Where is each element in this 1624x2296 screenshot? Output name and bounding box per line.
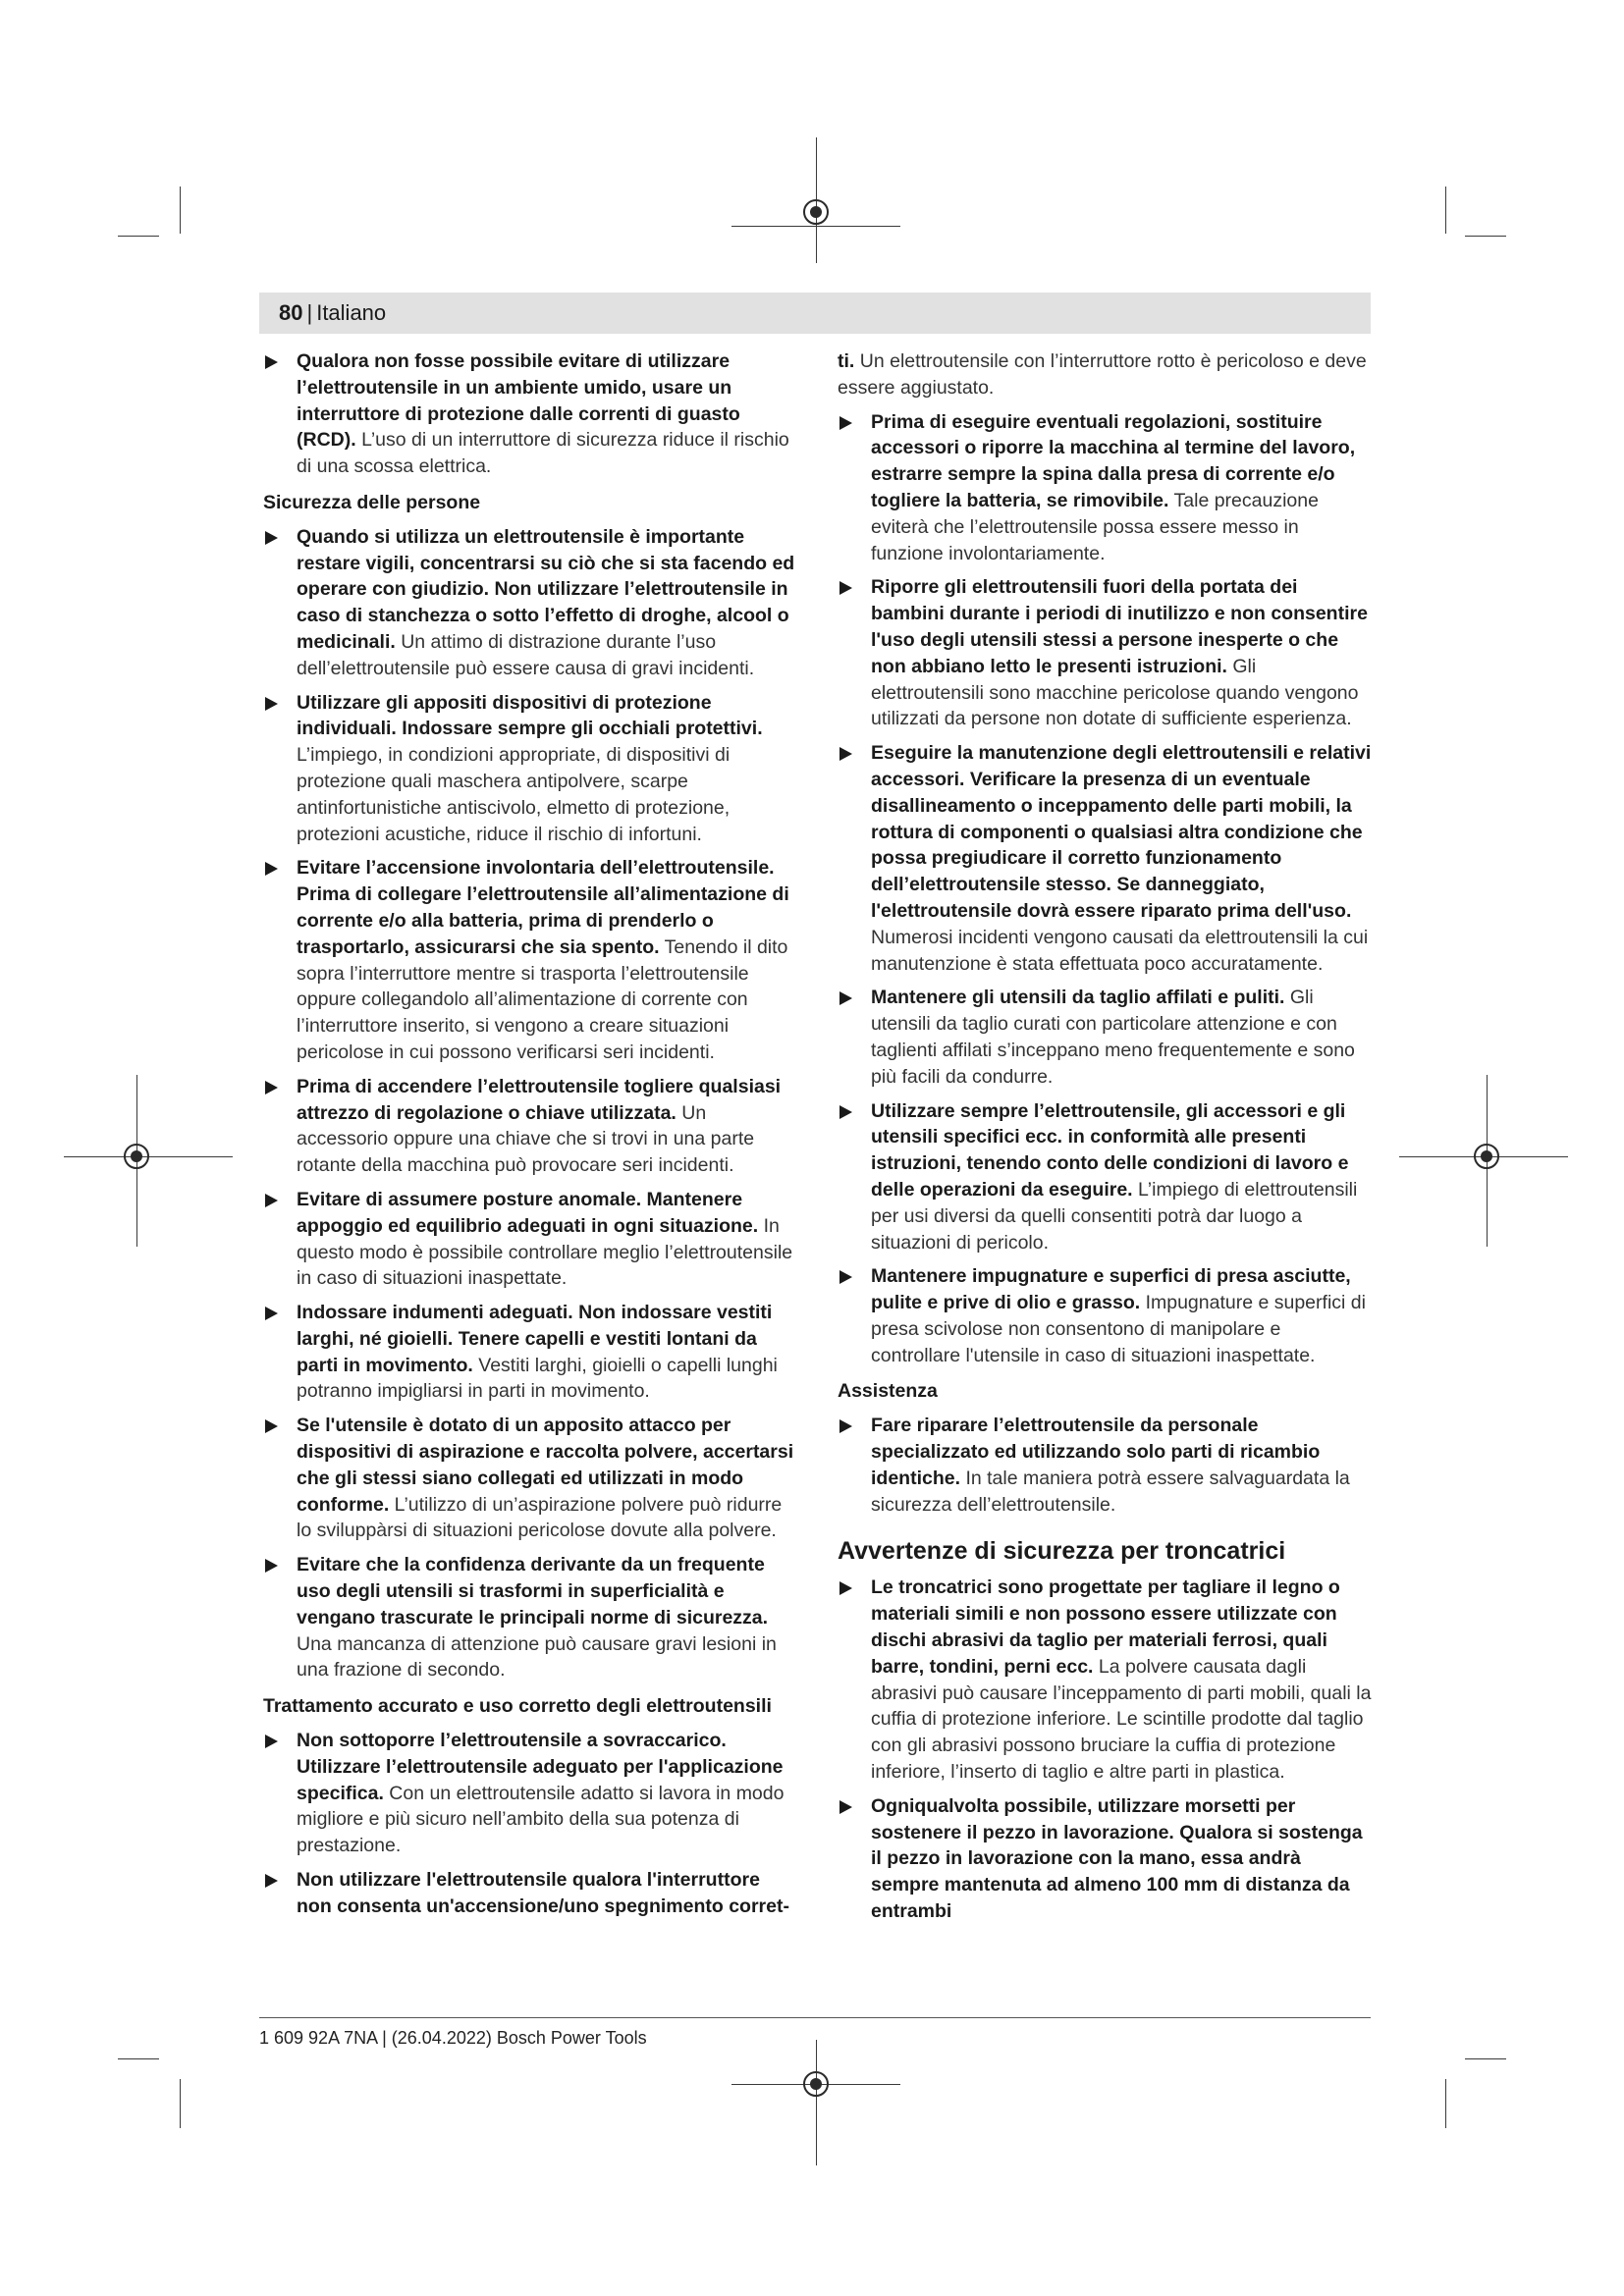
list-item: [838, 1793, 1373, 1925]
item-bold-text: Mantenere impugnature e superfici di presa asciutte, pulite e prive di olio e grasso.: [871, 1265, 1351, 1314]
item-text: La polvere causata dagli abrasivi può causare l’inceppamento di parti mobili, quali la cuffia di protezione inferiore. Le scintille prodotte dal taglio con gli abrasivi possono bruciare la cuffia di protezione inferiore, l’inserto di taglio e altre parti in plastica.: [871, 1655, 1372, 1784]
bullet-triangle-icon: [839, 581, 852, 595]
crop-mark: [180, 2079, 181, 2128]
item-bold-text: Evitare che la confidenza derivante da un frequente uso degli utensili si trasformi in superficialità e vengano trascurate le principali norme di sicurezza.: [297, 1554, 769, 1629]
bullet-triangle-icon: [265, 1559, 278, 1573]
list-item: [838, 985, 1373, 1090]
list-item: [838, 1263, 1373, 1368]
bullet-triangle-icon: [839, 1270, 852, 1284]
list-item: [263, 348, 798, 480]
item-text: Un attimo di distrazione durante l’uso dell’elettroutensile può essere causa di gravi incidenti.: [297, 630, 755, 679]
section-heading: Assistenza: [838, 1380, 938, 1403]
section-heading: Sicurezza delle persone: [263, 491, 481, 513]
continued-paragraph: [838, 348, 1373, 401]
item-bold-text: Eseguire la manutenzione degli elettroutensili e relativi accessori. Verificare la presenza di un eventuale disallineamento o inceppamento delle parti mobili, la rottura di componenti o qualsiasi altra condizione che possa pregiudicare il corretto funzionamento dell’elettroutensile stesso. Se danneggiato, l'elettroutensile dovrà essere riparato prima dell'uso.: [871, 742, 1372, 922]
item-text: Numerosi incidenti vengono causati da elettroutensili la cui manutenzione è stata effettuata poco accuratamente.: [871, 926, 1369, 975]
left-column: [263, 348, 798, 1928]
item-text: Un elettroutensile con l’interruttore rotto è pericoloso e deve essere aggiustato.: [838, 350, 1367, 399]
item-bold-text: Ogniqualvolta possibile, utilizzare morsetti per sostenere il pezzo in lavorazione. Qualora si sostenga il pezzo in lavorazione con la mano, essa andrà sempre mantenuta ad almeno 100 mm di distanza da entrambi: [871, 1794, 1363, 1923]
list-item: [838, 740, 1373, 977]
list-item: [838, 1575, 1373, 1785]
item-text: Gli utensili da taglio curati con particolare attenzione e con taglienti affilati s’inceppano meno frequentemente e sono più facili da condurre.: [871, 987, 1355, 1088]
crop-mark: [1445, 187, 1446, 234]
page-number: 80: [279, 300, 303, 325]
registration-target-icon: [803, 199, 829, 225]
header-separator: |: [306, 300, 313, 325]
list-item: [263, 1300, 798, 1405]
item-text: Con un elettroutensile adatto si lavora in modo migliore e più sicuro nell’ambito della sua potenza di prestazione.: [297, 1782, 785, 1857]
registration-target-icon: [124, 1144, 149, 1169]
bullet-triangle-icon: [265, 355, 278, 369]
item-text: In questo modo è possibile controllare meglio l’elettroutensile in caso di situazioni inaspettate.: [297, 1214, 793, 1290]
item-bold-text: Quando si utilizza un elettroutensile è importante restare vigili, concentrarsi su ciò che si sta facendo ed operare con giudizio. Non utilizzare l’elettroutensile in caso di stanchezza o sotto l’effetto di droghe, alcool o medicinali.: [297, 525, 795, 653]
crop-mark: [180, 187, 181, 234]
list-item: [263, 1867, 798, 1920]
list-item: [263, 690, 798, 848]
bullet-triangle-icon: [839, 416, 852, 430]
item-bold-text: Prima di accendere l’elettroutensile togliere qualsiasi attrezzo di regolazione o chiave utilizzata.: [297, 1075, 782, 1124]
item-bold-text: Utilizzare gli appositi dispositivi di protezione individuali. Indossare sempre gli occhiali protettivi.: [297, 691, 763, 740]
crop-mark: [1465, 236, 1506, 237]
item-bold-text: Evitare di assumere posture anomale. Mantenere appoggio ed equilibrio adeguati in ogni situazione.: [297, 1188, 759, 1237]
bullet-triangle-icon: [265, 1874, 278, 1888]
bullet-triangle-icon: [839, 1800, 852, 1814]
item-text: Una mancanza di attenzione può causare gravi lesioni in una frazione di secondo.: [297, 1632, 777, 1682]
registration-target-icon: [803, 2071, 829, 2097]
footer-rule: [259, 2017, 1371, 2018]
list-item: [838, 409, 1373, 567]
section-heading: Trattamento accurato e uso corretto degli elettroutensili: [263, 1695, 772, 1718]
item-text: L’uso di un interruttore di sicurezza riduce il rischio di una scossa elettrica.: [297, 429, 789, 478]
bullet-triangle-icon: [265, 1194, 278, 1207]
page-footer: 1 609 92A 7NA | (26.04.2022) Bosch Power Tools: [259, 2028, 647, 2048]
bullet-triangle-icon: [839, 747, 852, 761]
list-item: [263, 524, 798, 682]
item-bold-text: Qualora non fosse possibile evitare di utilizzare l’elettroutensile in un ambiente umido, usare un interruttore di protezione dalle correnti di guasto (RCD).: [297, 350, 740, 452]
bullet-triangle-icon: [839, 1419, 852, 1433]
item-text: Tale precauzione eviterà che l’elettroutensile possa essere messo in funzione involontariamente.: [871, 489, 1319, 564]
crop-mark: [118, 2058, 159, 2059]
item-bold-text: Prima di eseguire eventuali regolazioni, sostituire accessori o riporre la macchina al termine del lavoro, estrarre sempre la spina dalla presa di corrente e/o togliere la batteria, se rimovibile.: [871, 410, 1356, 511]
right-column: [838, 348, 1373, 1933]
list-item: [263, 1552, 798, 1683]
item-text: Impugnature e superfici di presa scivolose non consentono di manipolare e controllare l'utensile in caso di situazioni inaspettate.: [871, 1292, 1366, 1366]
item-bold-text: Evitare l’accensione involontaria dell’elettroutensile. Prima di collegare l’elettroutensile all’alimentazione di corrente e/o alla batteria, prima di prenderlo o trasportarlo, assicurarsi che sia spento.: [297, 857, 789, 958]
list-item: [263, 1728, 798, 1859]
item-bold-text: Se l'utensile è dotato di un apposito attacco per dispositivi di aspirazione e raccolta polvere, accertarsi che gli stessi siano collegati ed utilizzati in modo conforme.: [297, 1415, 794, 1516]
item-text: L’impiego di elettroutensili per usi diversi da quelli consentiti potrà dar luogo a situazioni di pericolo.: [871, 1178, 1358, 1254]
bullet-triangle-icon: [265, 1419, 278, 1433]
bullet-triangle-icon: [265, 1081, 278, 1095]
list-item: [263, 1074, 798, 1179]
item-bold-text: Non sottoporre l’elettroutensile a sovraccarico. Utilizzare l’elettroutensile adeguato per l'applicazione specifica.: [297, 1730, 784, 1804]
bullet-triangle-icon: [265, 697, 278, 711]
list-item: [838, 1098, 1373, 1256]
bullet-triangle-icon: [265, 862, 278, 876]
header-language: Italiano: [316, 300, 387, 325]
section-title: Avvertenze di sicurezza per troncatrici: [838, 1537, 1286, 1566]
registration-line: [816, 2040, 817, 2165]
bullet-triangle-icon: [265, 531, 278, 545]
item-text: L’impiego, in condizioni appropriate, di dispositivi di protezione quali maschera antipolvere, scarpe antinfortunistiche antiscivolo, elmetto di protezione, protezioni acustiche, riduce il rischio di infortuni.: [297, 744, 731, 845]
item-bold-text: Non utilizzare l'elettroutensile qualora l'interruttore non consenta un'accensione/uno spegnimento corret-: [297, 1869, 789, 1917]
bullet-triangle-icon: [839, 991, 852, 1005]
item-text: L’utilizzo di un’aspirazione polvere può ridurre lo sviluppàrsi di situazioni pericolose dovute alla polvere.: [297, 1493, 783, 1542]
item-bold-text: Riporre gli elettroutensili fuori della portata dei bambini durante i periodi di inutilizzo e non consentire l'uso degli utensili stessi a persone inesperte o che non abbiano letto le presenti istruzioni.: [871, 576, 1368, 677]
item-bold-text: Utilizzare sempre l’elettroutensile, gli accessori e gli utensili specifici ecc. in conformità alle presenti istruzioni, tenendo conto delle condizioni di lavoro e delle operazioni da eseguire.: [871, 1099, 1349, 1201]
item-text: In tale maniera potrà essere salvaguardata la sicurezza dell’elettroutensile.: [871, 1467, 1350, 1516]
item-bold-text: Indossare indumenti adeguati. Non indossare vestiti larghi, né gioielli. Tenere capelli e vestiti lontani da parti in movimento.: [297, 1302, 773, 1376]
registration-target-icon: [1474, 1144, 1499, 1169]
crop-mark: [1465, 2058, 1506, 2059]
item-text: Tenendo il dito sopra l’interruttore mentre si trasporta l’elettroutensile oppure collegandolo all’alimentazione di corrente con l’interruttore inserito, si vengono a creare situazioni pericolose in cui possono verificarsi seri incidenti.: [297, 935, 788, 1063]
item-bold-text: Le troncatrici sono progettate per tagliare il legno o materiali simili e non possono essere utilizzate con dischi abrasivi da taglio per materiali ferrosi, quali barre, tondini, perni ecc.: [871, 1576, 1340, 1678]
item-bold-text: ti.: [838, 350, 855, 372]
page-header: [259, 293, 1371, 334]
item-text: Vestiti larghi, gioielli o capelli lunghi potranno impigliarsi in parti in movimento.: [297, 1354, 778, 1403]
item-text: Un accessorio oppure una chiave che si trovi in una parte rotante della macchina può provocare seri incidenti.: [297, 1101, 755, 1177]
list-item: [838, 1413, 1373, 1518]
bullet-triangle-icon: [839, 1581, 852, 1595]
list-item: [263, 1413, 798, 1544]
bullet-triangle-icon: [265, 1307, 278, 1320]
list-item: [263, 855, 798, 1065]
list-item: [838, 574, 1373, 732]
item-bold-text: Mantenere gli utensili da taglio affilati e puliti.: [871, 987, 1285, 1009]
bullet-triangle-icon: [265, 1735, 278, 1748]
crop-mark: [1445, 2079, 1446, 2128]
crop-mark: [118, 236, 159, 237]
list-item: [263, 1187, 798, 1292]
item-text: Gli elettroutensili sono macchine pericolose quando vengono utilizzati da persone non dotate di sufficiente esperienza.: [871, 655, 1359, 730]
bullet-triangle-icon: [839, 1105, 852, 1119]
item-bold-text: Fare riparare l’elettroutensile da personale specializzato ed utilizzando solo parti di ricambio identiche.: [871, 1415, 1321, 1489]
